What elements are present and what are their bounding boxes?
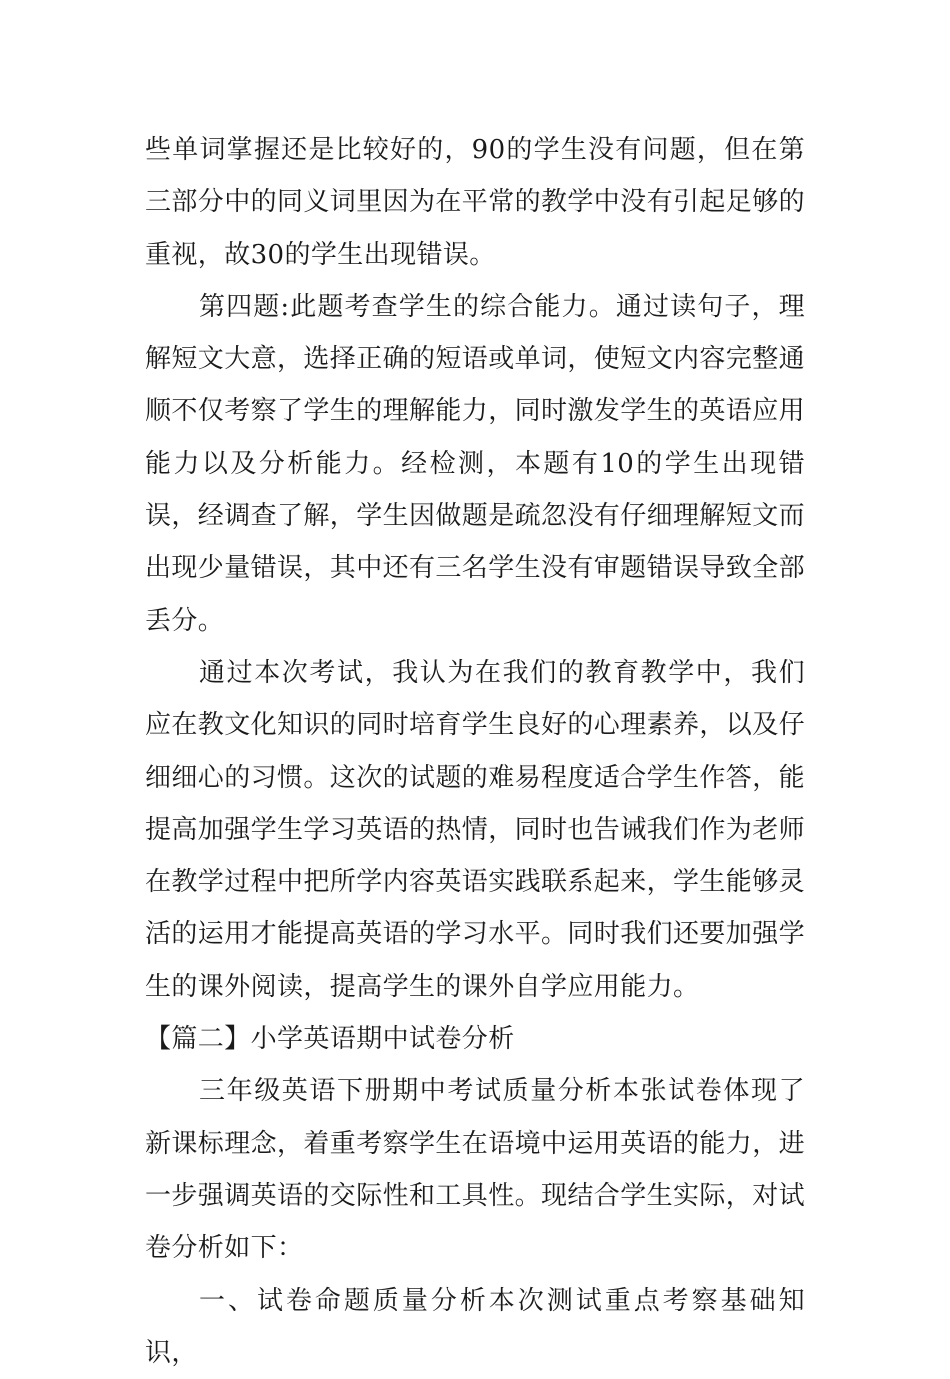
paragraph-section-one: 一、试卷命题质量分析本次测试重点考察基础知识， [145,1285,805,1368]
paragraph-continuation: 些单词掌握还是比较好的，90的学生没有问题，但在第三部分中的同义词里因为在平常的教学中没有引起足够的重视，故30的学生出现错误。 [145,135,806,270]
paragraph-question-four: 第四题:此题考查学生的综合能力。通过读句子，理解短文大意，选择正确的短语或单词，使短文内容完整通顺不仅考察了学生的理解能力，同时激发学生的英语应用能力以及分析能力。经检测，本题有10的学生出现错误，经调查了解，学生因做题是疏忽没有仔细理解短文而出现少量错误，其中还有三名学生没有审题错误导致全部丢分。 [145,291,806,636]
document-body [145,124,805,1379]
paragraph-summary: 通过本次考试，我认为在我们的教育教学中，我们应在教文化知识的同时培育学生良好的心理素养，以及仔细细心的习惯。这次的试题的难易程度适合学生作答，能提高加强学生学习英语的热情，同时也告诫我们作为老师在教学过程中把所学内容英语实践联系起来，学生能够灵活的运用才能提高英语的学习水平。同时我们还要加强学生的课外阅读，提高学生的课外自学应用能力。 [145,657,806,1002]
paragraph-intro: 三年级英语下册期中考试质量分析本张试卷体现了新课标理念，着重考察学生在语境中运用英语的能力，进一步强调英语的交际性和工具性。现结合学生实际，对试卷分析如下： [145,1076,806,1264]
section-heading: 【篇二】小学英语期中试卷分析 [145,1024,515,1055]
